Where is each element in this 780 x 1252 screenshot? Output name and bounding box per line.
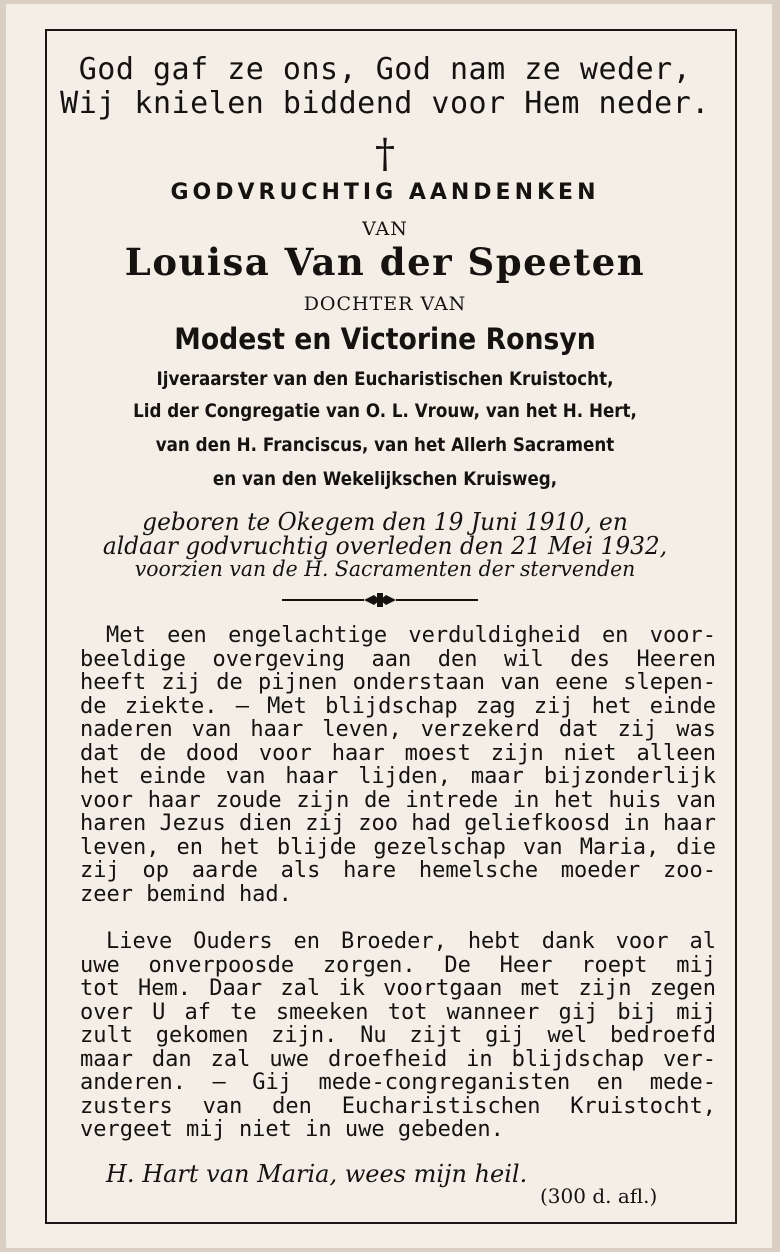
paragraph-2-line-9: vergeet mij niet in uwe gebeden. [80, 1117, 504, 1142]
paragraph-2-line-2: uwe onverpoosde zorgen. De Heer roept mij [80, 952, 716, 978]
paragraph-2-line-8: zusters van den Eucharistischen Kruistocht, [80, 1093, 716, 1119]
paragraph-1-line-3: heeft zij de pijnen onderstaan van eene slepen- [80, 670, 716, 695]
paragraph-1-line-4: de ziekte. — Met blijdschap zag zij het einde [80, 693, 716, 719]
death-line: aldaar godvruchtig overleden den 21 Mei 1932, [102, 532, 668, 560]
cross-icon: † [375, 131, 395, 177]
motto-line-2: Wij knielen biddend voor Hem neder. [60, 86, 710, 121]
heading: GODVRUCHTIG AANDENKEN [170, 180, 600, 205]
van-label: VAN [362, 218, 408, 240]
paragraph-1-line-8: voor haar zoude zijn de intrede in het huis van [80, 787, 716, 813]
paragraph-1-line-6: dat de dood voor haar moest zijn niet alleen [80, 740, 716, 766]
daughter-of-label: DOCHTER VAN [303, 293, 467, 315]
sacraments-line: voorzien van de H. Sacramenten der stervenden [134, 557, 636, 581]
role-line-1: Ijveraarster van den Eucharistischen Kruistocht, [156, 368, 614, 390]
closing-prayer: H. Hart van Maria, wees mijn heil. [106, 1160, 528, 1188]
paragraph-2-line-4: over U af te smeeken tot wanneer gij bij mij [80, 999, 716, 1025]
paragraph-2-line-5: zult gekomen zijn. Nu zijt gij wel bedroefd [80, 1023, 716, 1048]
paragraph-1-line-9: haren Jezus dien zij zoo had geliefkoosd in haar [80, 811, 716, 836]
paragraph-2-line-1: Lieve Ouders en Broeder, hebt dank voor al [106, 929, 716, 954]
role-line-3: van den H. Franciscus, van het Allerh Sacrament [155, 434, 615, 456]
birth-line: geboren te Okegem den 19 Juni 1910, en [142, 508, 628, 536]
paragraph-1-line-2: beeldige overgeving aan den wil des Heeren [80, 646, 716, 672]
motto-line-1: God gaf ze ons, God nam ze weder, [78, 52, 692, 87]
paragraph-1-line-7: het einde van haar lijden, maar bijzonderlijk [80, 764, 716, 789]
indulgence-note: (300 d. afl.) [540, 1184, 658, 1208]
ornament-divider [280, 590, 480, 610]
paragraph-2-line-6: maar dan zal uwe droefheid in blijdschap ver- [80, 1046, 716, 1072]
paragraph-2-line-3: tot Hem. Daar zal ik voortgaan met zijn zegen [80, 976, 716, 1001]
parents-names: Modest en Victorine Ronsyn [174, 322, 596, 356]
deceased-name: Louisa Van der Speeten [124, 240, 646, 284]
role-line-4: en van den Wekelijkschen Kruisweg, [212, 468, 558, 490]
paragraph-1-line-10: leven, en het blijde gezelschap van Maria, die [80, 834, 716, 860]
paragraph-1-line-1: Met een engelachtige verduldigheid en voor- [106, 623, 716, 648]
paragraph-1-line-12: zeer bemind had. [80, 881, 292, 907]
paragraph-1-line-11: zij op aarde als hare hemelsche moeder zoo- [80, 858, 716, 883]
paragraph-1-line-5: naderen van haar leven, verzekerd dat zij was [80, 717, 716, 742]
paragraph-2-line-7: anderen. — Gij mede-congreganisten en mede- [80, 1070, 716, 1095]
role-line-2: Lid der Congregatie van O. L. Vrouw, van het H. Hert, [133, 400, 637, 422]
